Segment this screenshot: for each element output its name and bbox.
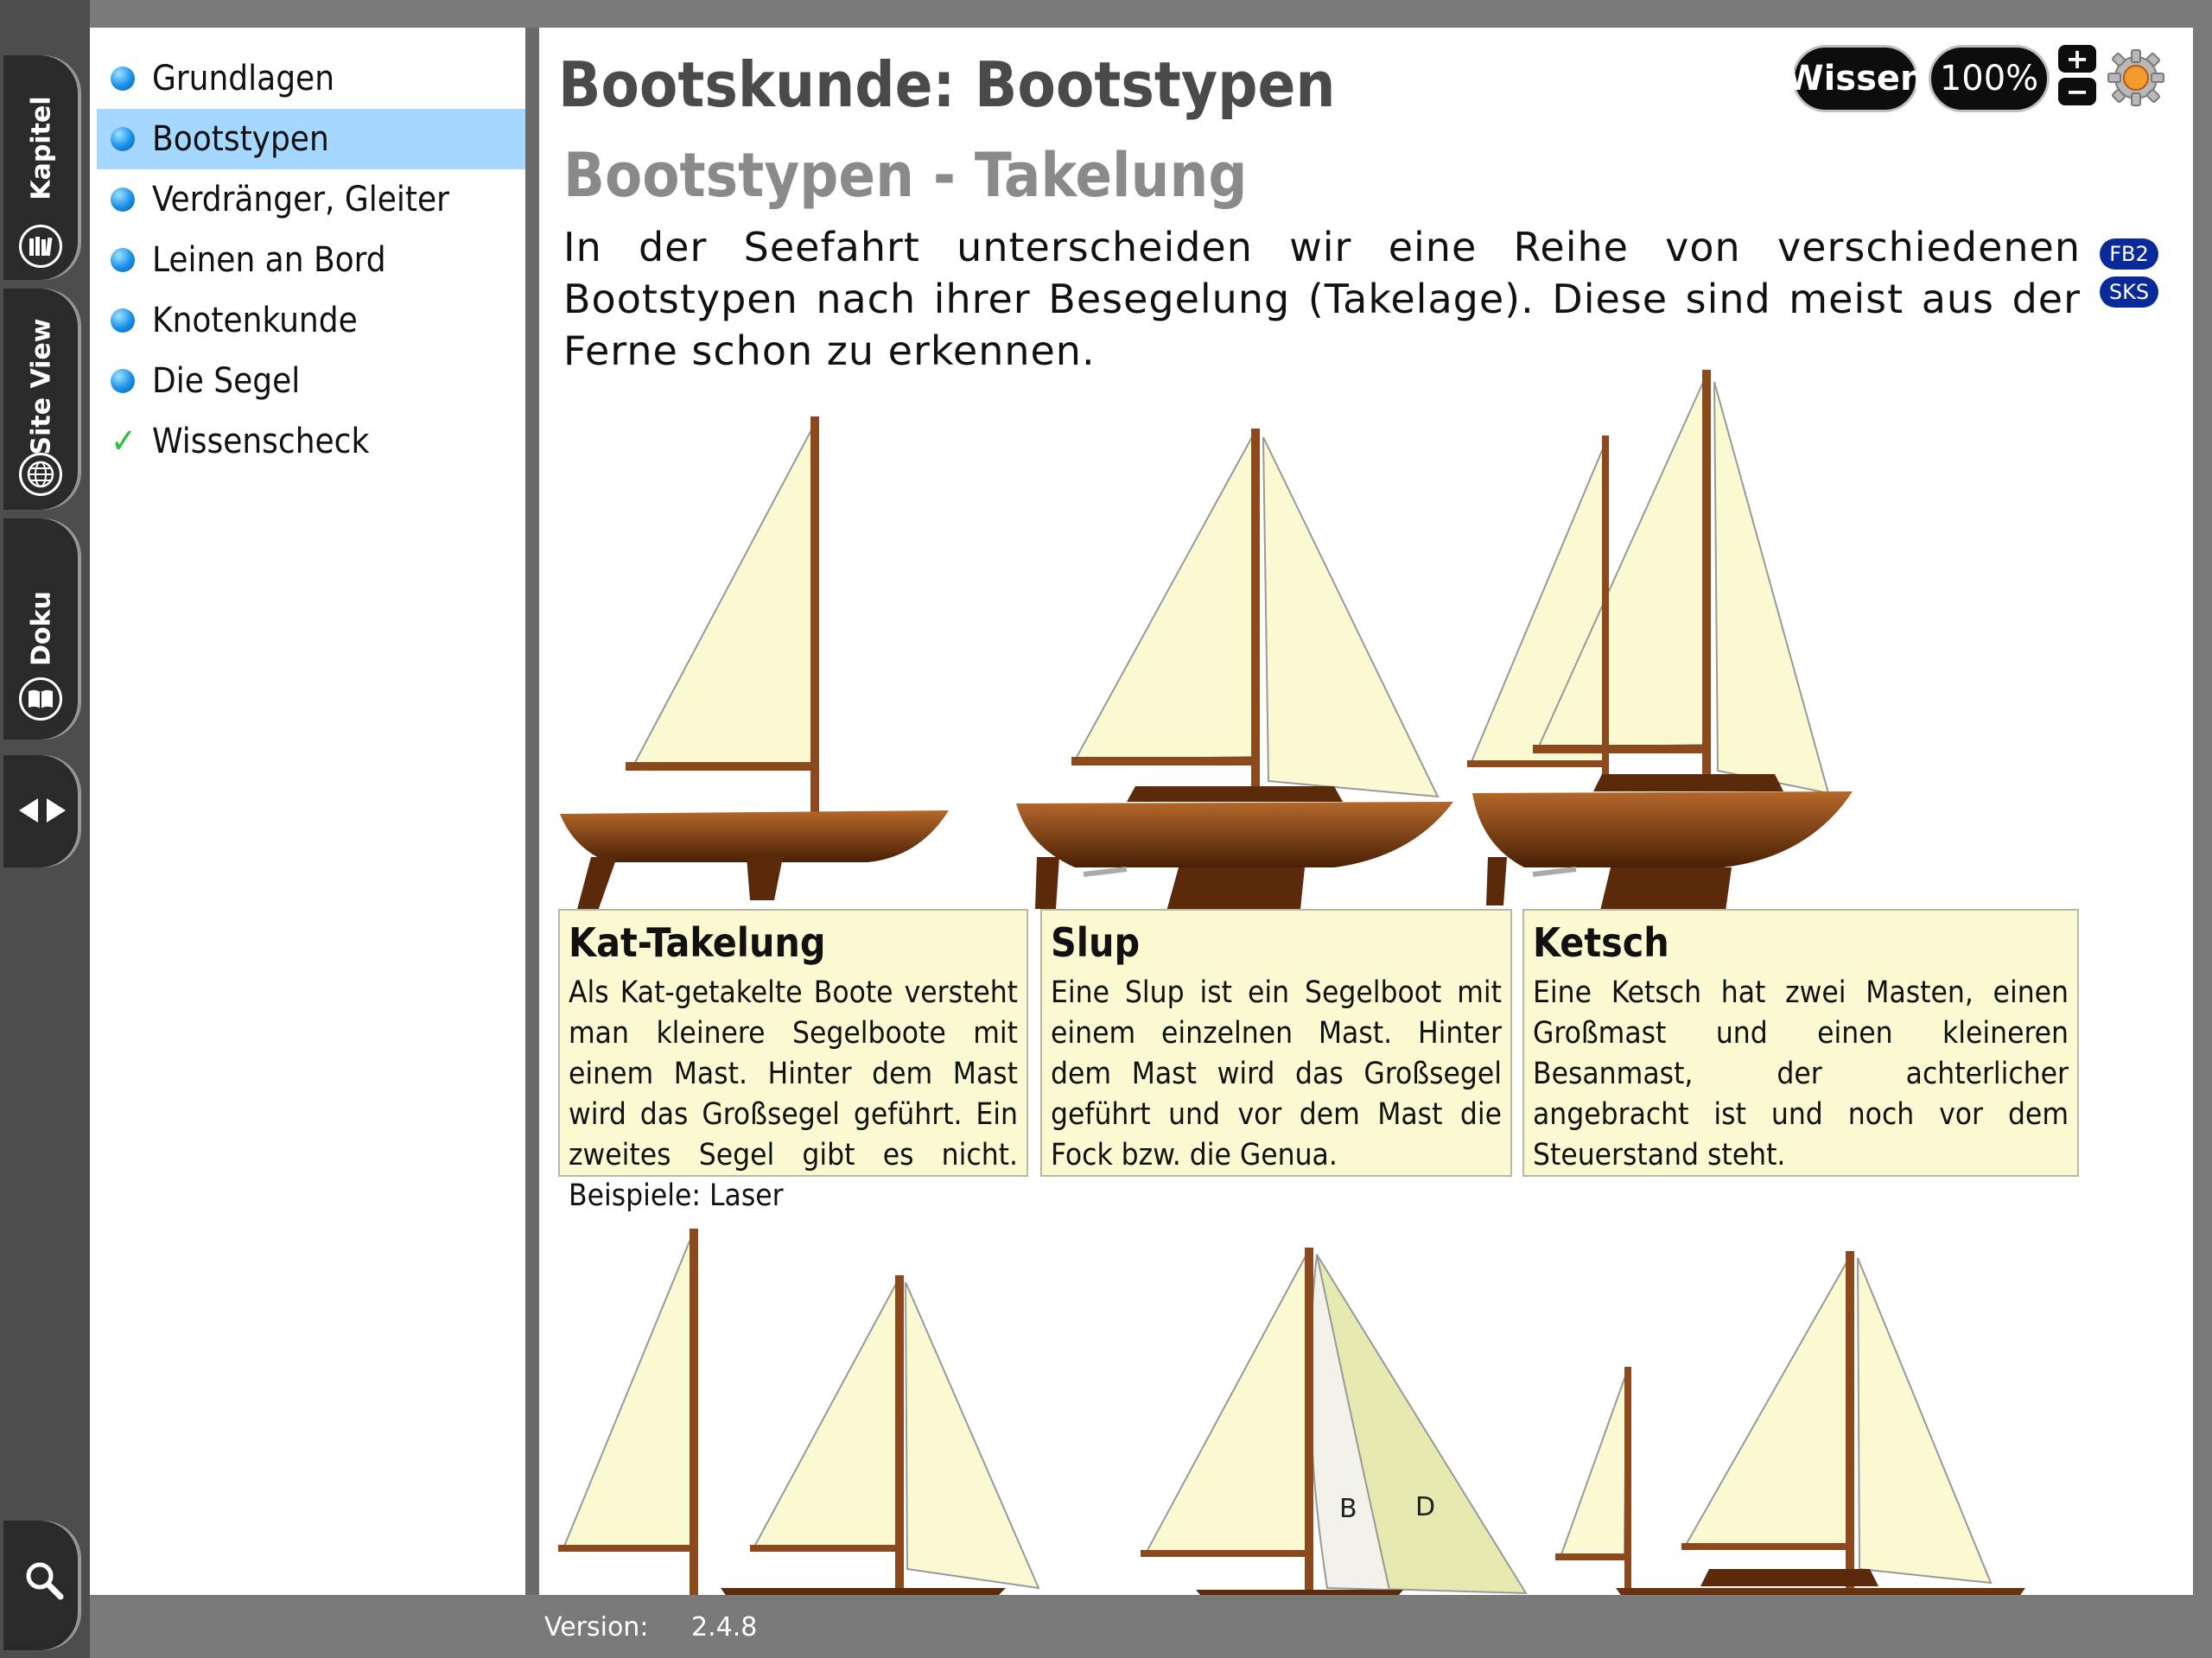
search-button[interactable] [3,1521,79,1650]
sloop-boat-illustration [721,1275,1039,1595]
content-pane [539,28,2193,1595]
ketsch-card [1522,909,2079,1177]
toc-item-label: Wissenscheck [152,422,370,461]
ketch-boat-illustration [1555,1251,2025,1595]
zoom-control [2058,42,2096,108]
card-text: Als Kat-getakelte Boote versteht man kleinere Segelboote mit einem Mast. Hinter dem Mast wird das Großsegel geführt. Ein zweites Segel gibt es nicht. Beispiele: Laser [569,975,1018,1213]
wissen-button[interactable]: Wissen [1792,45,1918,112]
toc-item-label: Die Segel [152,361,301,401]
version-label: Version: [544,1612,649,1642]
slup-card [1040,909,1512,1177]
card-text: Eine Ketsch hat zwei Masten, einen Großmast und einen kleineren Besanmast, der achterlicher angebracht ist und noch vor dem Steuerstand steht. [1533,975,2069,1172]
chapter-list [90,28,525,1595]
toc-item-label: Verdränger, Gleiter [152,180,449,219]
page-title: Bootskunde: Bootstypen [558,48,1336,121]
bullet-icon [111,369,135,393]
toc-item-knotenkunde[interactable] [97,290,525,351]
zoom-in-button[interactable]: + [2058,45,2096,73]
bullet-icon [111,127,135,151]
left-rail [0,0,90,1658]
checkmark-icon: ✓ [111,422,137,461]
ketsch-boat-illustration [1467,370,1853,918]
sail-label-b: B [1339,1494,1357,1524]
bullet-icon [111,308,135,333]
sail-label-d: D [1415,1492,1436,1522]
zoom-level-button[interactable]: 100% [1929,45,2050,112]
search-icon [22,1559,66,1602]
prev-next-arrows-icon[interactable] [16,795,69,826]
siteview-tab-label: Site View [26,318,57,455]
toc-item-label: Grundlagen [152,59,335,98]
globe-icon [19,453,62,496]
bullet-icon [111,248,135,272]
card-title: Kat-Takelung [569,919,826,966]
toc-item-label: Knotenkunde [152,301,358,340]
card-text: Eine Slup ist ein Segelboot mit einem einzelnen Mast. Hinter dem Mast wird das Großsegel geführt und vor dem Mast die Fock bzw. die Genua. [1051,975,1502,1172]
toc-item-verdraenger[interactable] [97,169,525,230]
panel-divider[interactable] [525,28,539,1595]
zoom-out-button[interactable]: − [2058,78,2096,105]
toc-item-label: Leinen an Bord [152,240,386,280]
toc-item-segel[interactable] [97,351,525,411]
cat-rig-boat-illustration [558,1229,698,1595]
toc-item-label: Bootstypen [152,119,329,159]
boat-illustrations-bottom [539,1203,2193,1595]
section-title: Bootstypen - Takelung [563,140,1248,211]
books-icon [19,225,62,268]
footer-version [544,1612,791,1642]
toc-item-leinen[interactable] [97,230,525,290]
toc-item-grundlagen[interactable] [97,48,525,109]
slup-boat-illustration [1016,429,1453,918]
card-title: Slup [1051,919,1141,966]
intro-text: In der Seefahrt unterscheiden wir eine Reihe von verschiedenen Bootstypen nach ihrer Besegelung (Takelage). Diese sind meist aus der Ferne schon zu erkennen. [563,224,2081,374]
bullet-icon [111,67,135,91]
fb2-tag[interactable]: FB2 [2100,238,2158,270]
doku-tab[interactable] [3,518,79,740]
gear-icon[interactable] [2105,47,2167,109]
kat-boat-illustration [560,416,949,916]
toc-item-wissenscheck[interactable] [97,411,525,472]
siteview-tab[interactable] [3,289,79,510]
card-title: Ketsch [1533,919,1669,966]
toc-item-bootstypen[interactable] [97,109,525,169]
kapitel-tab[interactable] [3,55,79,280]
doku-tab-label: Doku [26,591,57,666]
bullet-icon [111,187,135,212]
book-open-icon [19,677,62,721]
version-value: 2.4.8 [690,1612,758,1642]
boat-illustrations-top [539,339,2193,926]
kat-takelung-card [558,909,1028,1213]
kapitel-tab-label: Kapitel [26,96,57,200]
page-nav-tab[interactable] [3,755,79,867]
sks-tag[interactable]: SKS [2100,276,2158,308]
genua-fock-boat-illustration [1141,1248,1526,1595]
